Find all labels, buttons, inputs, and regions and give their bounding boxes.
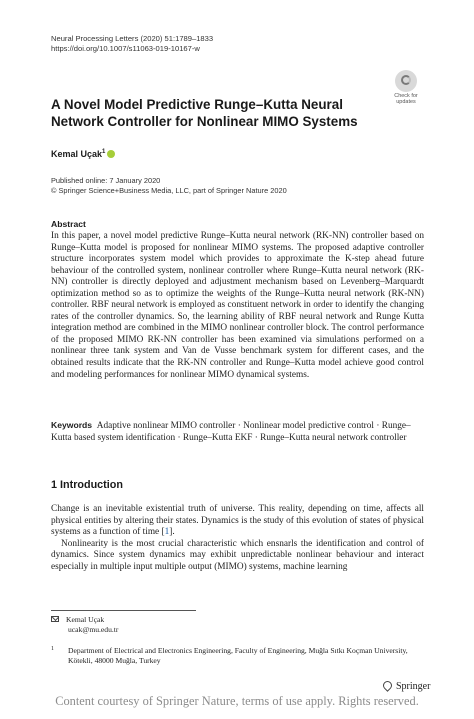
check-for-updates-badge[interactable]: [390, 70, 422, 106]
affiliation-text: Department of Electrical and Electronics Engineering, Faculty of Engineering, Muğla Sıtkı Koçman University, Kötekli, 48000 Muğla, Turkey: [68, 646, 408, 665]
intro-paragraph-1: Change is an inevitable existential truth of universe. This reality, depending on time, affects all physical entities by altering their states. Dynamics is the study of this evolution of states of physical systems as a function of time [1].: [51, 504, 424, 537]
keywords: [51, 420, 424, 444]
author-affiliation-marker: 1: [102, 149, 106, 155]
keywords-label: Keywords: [51, 420, 93, 430]
publication-info: [51, 176, 287, 196]
published-online: Published online: 7 January 2020: [51, 176, 161, 185]
footnote-divider: [51, 610, 196, 611]
article-title: A Novel Model Predictive Runge–Kutta Neural Network Controller for Nonlinear MIMO Systems: [51, 97, 358, 129]
abstract-heading: Abstract: [51, 219, 86, 229]
citation-link[interactable]: 1: [164, 527, 170, 537]
introduction-body: [51, 504, 424, 573]
publisher-name: Springer: [396, 681, 431, 692]
author-line: [51, 149, 115, 159]
keywords-list: Adaptive nonlinear MIMO controller · Nonlinear model predictive control · Runge–Kutta based system identification · Runge–Kutta EKF · Runge–Kutta neural network controller: [51, 421, 411, 443]
author-name[interactable]: Kemal Uçak: [51, 149, 103, 159]
springer-horse-icon: [381, 679, 394, 692]
badge-label: Check for updates: [394, 93, 418, 105]
orcid-icon[interactable]: [107, 150, 115, 158]
running-header: [51, 34, 213, 54]
courtesy-footer: Content courtesy of Springer Nature, terms of use apply. Rights reserved.: [55, 694, 419, 708]
check-for-updates-icon: [395, 70, 417, 92]
doi-link[interactable]: https://doi.org/10.1007/s11063-019-10167-w: [51, 44, 200, 53]
section-heading-introduction: 1 Introduction: [51, 479, 123, 491]
intro-paragraph-2: Nonlinearity is the most crucial characteristic which ensnarls the identification and control of dynamics. Since system dynamics may exhibit unpredictable nonlinear behaviour and interact especially in multiple input multiple output (MIMO) systems, machine learning: [51, 538, 424, 572]
envelope-icon: [51, 616, 59, 622]
affiliation-footnote: [51, 646, 421, 666]
abstract-text: In this paper, a novel model predictive Runge–Kutta neural network (RK-NN) controller based on Runge–Kutta model is proposed for nonlinear MIMO systems. The proposed adaptive controller structure incorporates system model which provides to approximate the K-step ahead future behaviour of the controlled system, nonlinear controller where Runge–Kutta neural network (RK-NN) controller is directly deployed and adjustment mechanism based on Levenberg–Marquardt optimization method so as to optimize the weights of the Runge–Kutta neural network (RK-NN) controller. RBF neural network is employed as constituent network in order to identify the changing rates of the controller dynamics. So, the learning ability of RBF neural network and Runge Kutta integration method are combined in the MIMO nonlinear controller block. The control performance of the proposed MIMO RK-NN controller has been examined via simulations performed on a nonlinear three tank system and Van de Vusse benchmark system for different cases, and the obtained results indicate that the RK-NN controller and Runge–Kutta model achieve good control and modeling performances for nonlinear MIMO dynamical systems.: [51, 231, 424, 380]
publisher-logo: [383, 681, 430, 692]
corresponding-author-name: Kemal Uçak: [66, 615, 105, 624]
corresponding-author: [51, 615, 118, 635]
copyright-notice: © Springer Science+Business Media, LLC, part of Springer Nature 2020: [51, 186, 287, 195]
corresponding-author-email[interactable]: ucak@mu.edu.tr: [68, 625, 119, 634]
journal-citation: Neural Processing Letters (2020) 51:1789–1833: [51, 34, 214, 43]
affiliation-number: 1: [51, 646, 54, 652]
